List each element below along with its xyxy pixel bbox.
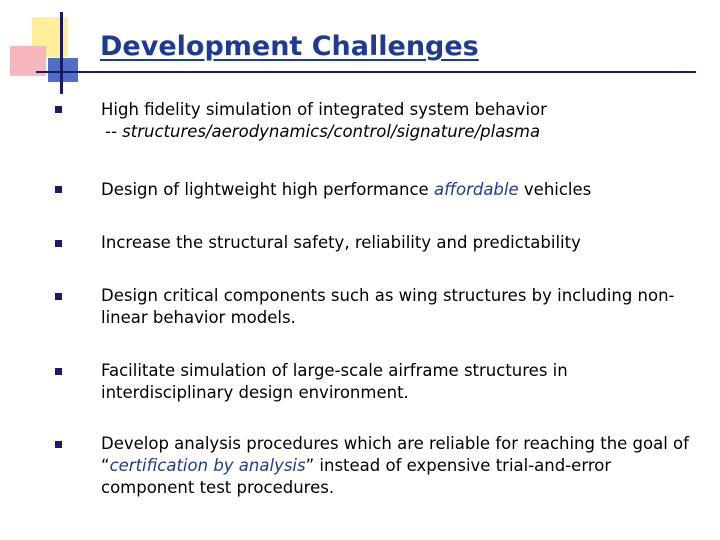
bullet-marker — [55, 368, 62, 375]
bullet-text: High fidelity simulation of integrated system behavior — [101, 100, 547, 119]
slide-title: Development Challenges — [100, 31, 479, 62]
bullet-marker — [55, 293, 62, 300]
bullet-text: Facilitate simulation of large-scale airframe structures in interdisciplinary design environment. — [101, 361, 568, 402]
bullet-item — [101, 179, 691, 201]
emphasis-text: certification by analysis — [109, 456, 306, 475]
bullet-text: Develop analysis procedures which are reliable for reaching the goal of “ — [101, 434, 689, 475]
title-divider — [36, 71, 696, 73]
bullet-text: Increase the structural safety, reliability and predictability — [101, 233, 581, 252]
bullet-marker — [55, 106, 62, 113]
bullet-marker — [55, 240, 62, 247]
decor-vertical-rule — [60, 12, 63, 94]
bullet-text: Design critical components such as wing structures by including non-linear behavior models. — [101, 286, 675, 327]
emphasis-text: affordable — [433, 180, 519, 199]
bullet-subtext: -- structures/aerodynamics/control/signature/plasma — [105, 122, 541, 141]
bullet-marker — [55, 441, 62, 448]
bullet-text: vehicles — [518, 180, 592, 199]
bullet-item — [101, 232, 691, 254]
bullet-marker — [55, 186, 62, 193]
bullet-item — [101, 360, 691, 404]
bullet-item — [101, 99, 691, 143]
bullet-item — [101, 285, 691, 329]
bullet-text: Design of lightweight high performance — [101, 180, 434, 199]
decor-blue-square — [48, 58, 78, 82]
bullet-item — [101, 433, 691, 499]
bullet-text: ” instead of expensive trial-and-error component test procedures. — [101, 456, 612, 497]
